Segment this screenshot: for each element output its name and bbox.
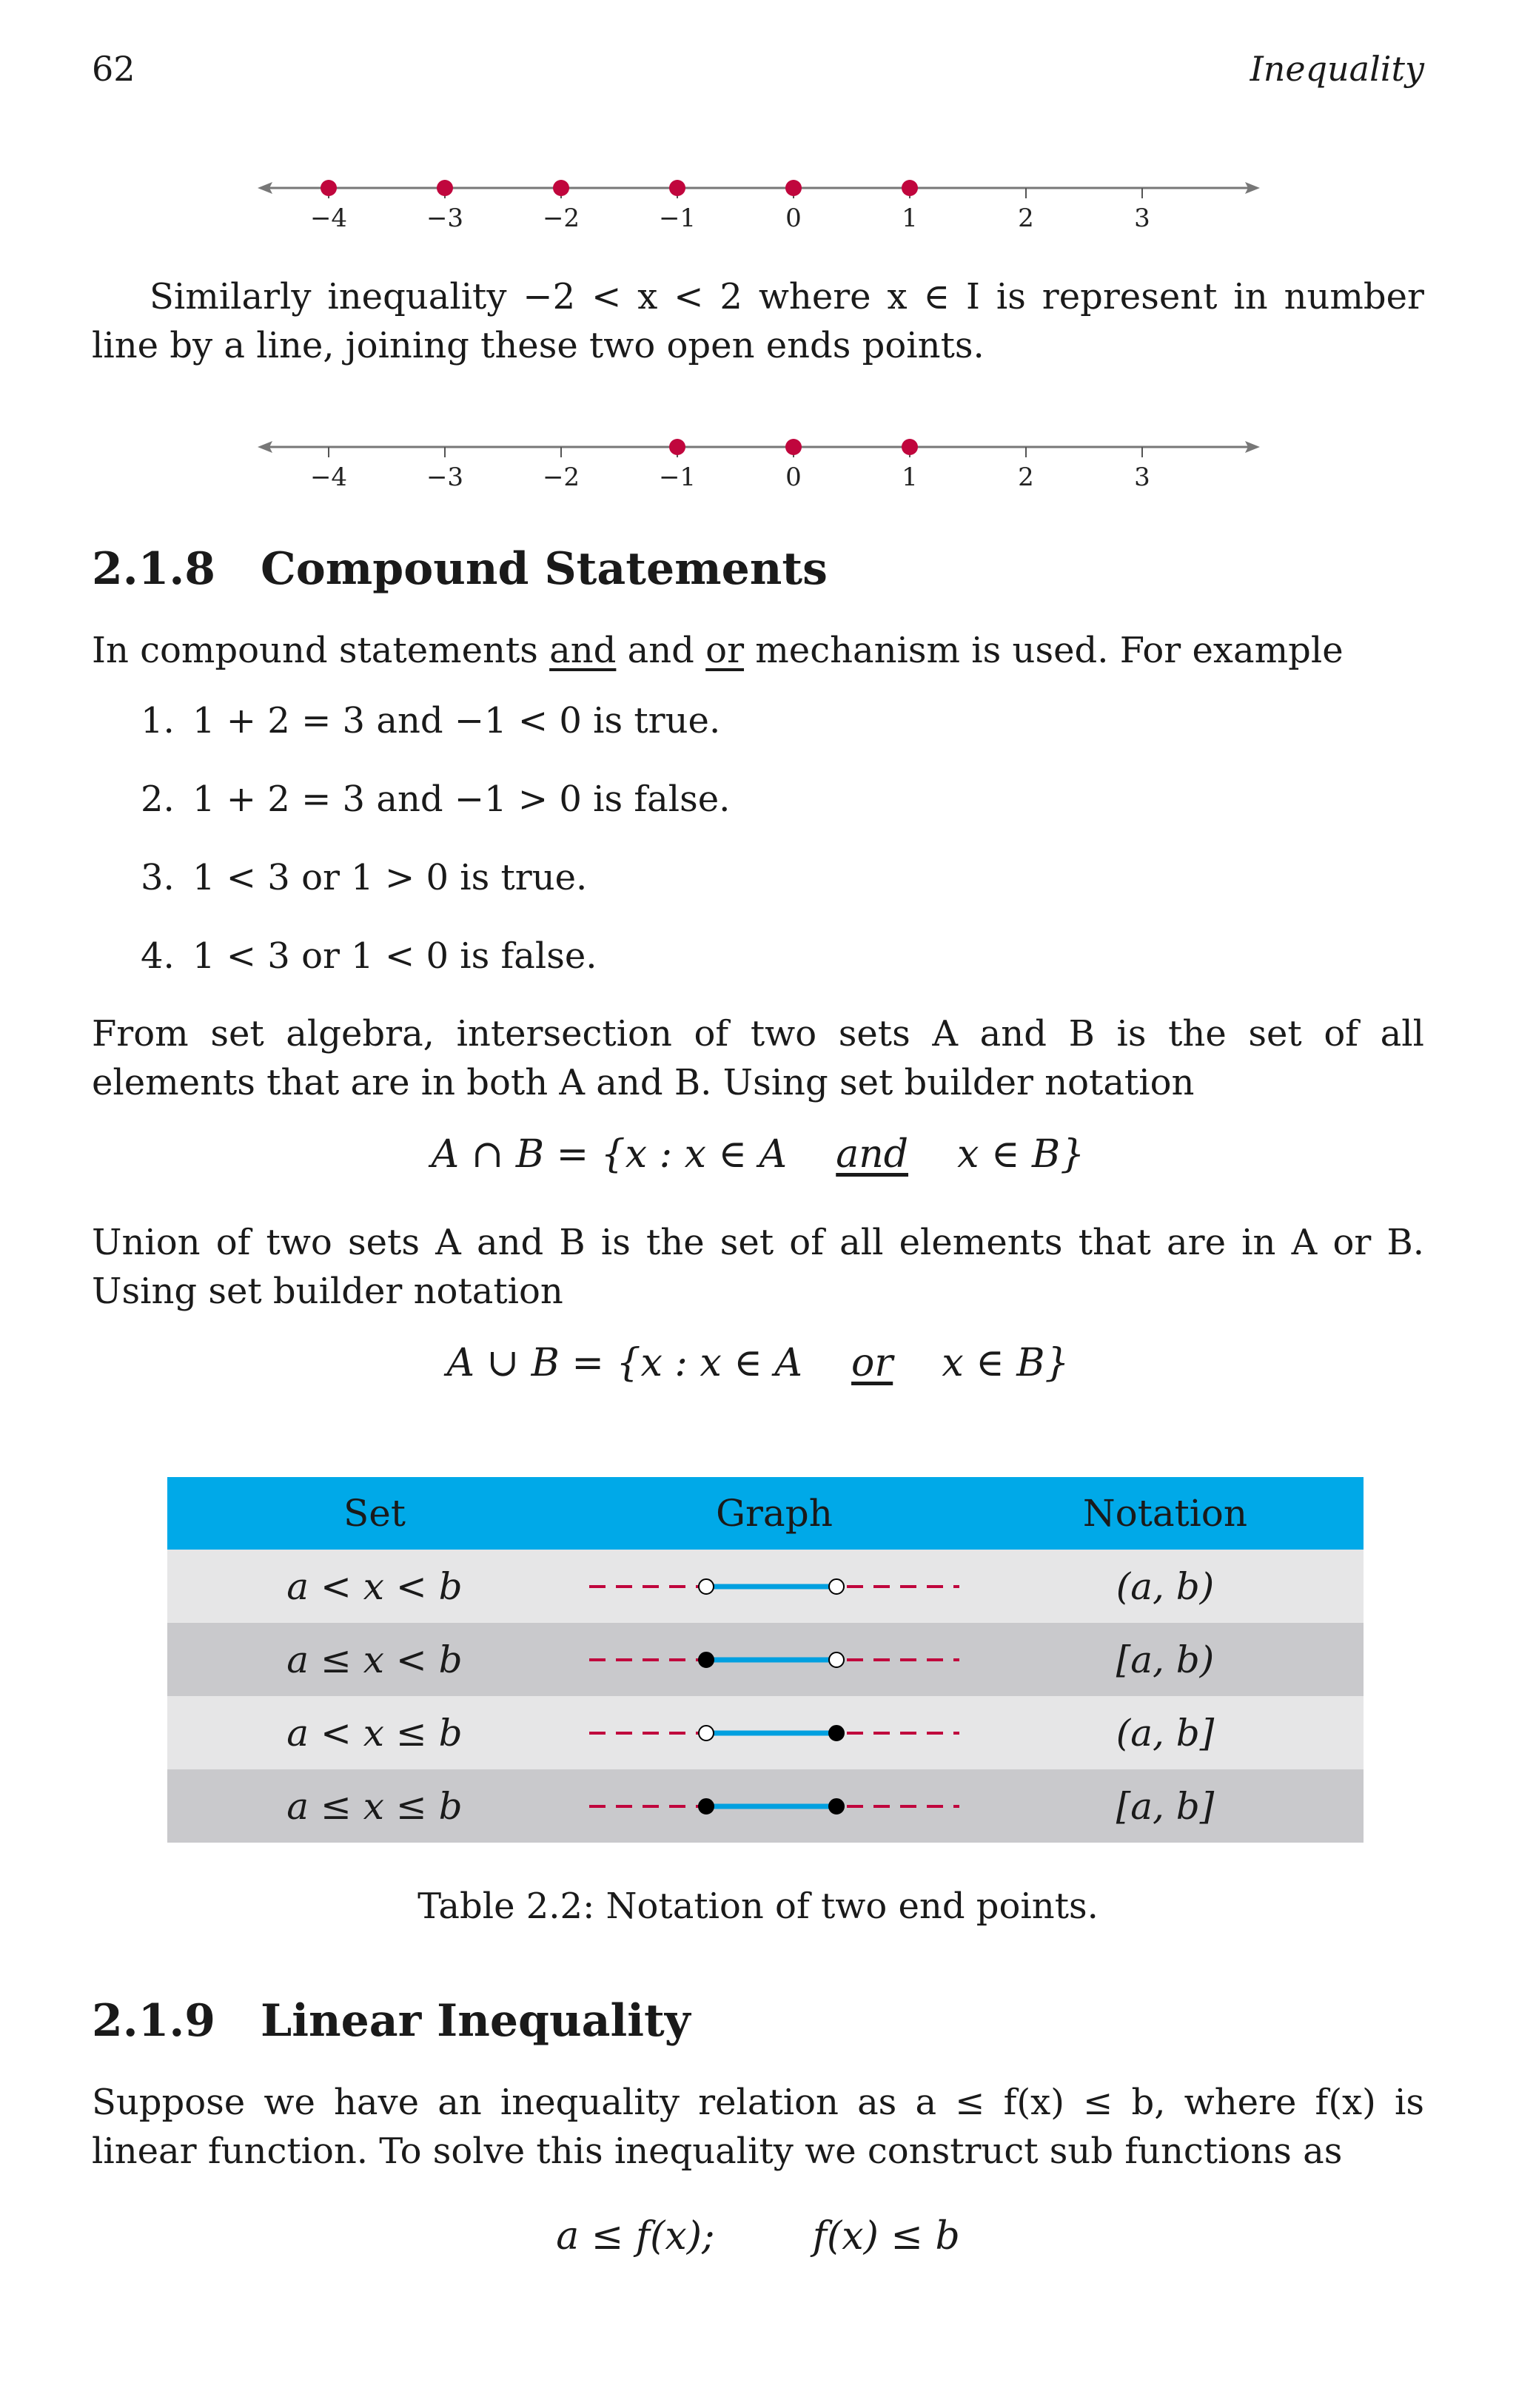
equation-sub-left: a ≤ f(x);	[556, 2214, 715, 2259]
table-row	[167, 1696, 1364, 1769]
interval-graph	[589, 1718, 959, 1748]
equation-intersection	[0, 1132, 1516, 1177]
intro-text-2: and	[616, 630, 706, 671]
closed-endpoint	[829, 1799, 844, 1814]
tick-label: 0	[785, 463, 802, 492]
closed-endpoint	[699, 1652, 714, 1667]
equation-union-word: or	[851, 1341, 893, 1385]
tick-label: 3	[1134, 463, 1150, 492]
list-item	[141, 857, 730, 935]
list-item-text: 1 < 3 or 1 > 0 is true.	[192, 857, 588, 898]
graph-cell	[582, 1718, 967, 1748]
underlined-or: or	[705, 630, 745, 671]
paragraph-linear-inequality: Suppose we have an inequality relation as a ≤ f(x) ≤ b, where f(x) is linear function. To solve this inequality we construct sub functions as	[92, 2082, 1424, 2172]
tick-label: −1	[658, 204, 697, 233]
tick-label: −4	[309, 463, 348, 492]
marked-point	[321, 180, 337, 196]
tick-label: 0	[785, 204, 802, 233]
interval-graph	[589, 1792, 959, 1821]
list-item-number: 3.	[141, 857, 175, 898]
tick-label: 1	[902, 204, 918, 233]
open-endpoint	[829, 1652, 844, 1667]
page-number: 62	[92, 49, 135, 89]
tick-label: 2	[1018, 463, 1034, 492]
marked-point	[669, 439, 685, 455]
marked-point	[437, 180, 453, 196]
section-heading-linear-inequality	[92, 1995, 691, 2047]
set-cell: a < x ≤ b	[286, 1711, 463, 1755]
section-title: Linear Inequality	[261, 1995, 691, 2047]
list-item-number: 4.	[141, 935, 175, 977]
paragraph-open-interval-text: Similarly inequality −2 < x < 2 where x ∈ I is represent in number line by a line, joining these two open ends points.	[92, 276, 1424, 366]
table-caption: Table 2.2: Notation of two end points.	[417, 1886, 1099, 1927]
number-line-1	[252, 169, 1273, 243]
tick-label: 3	[1134, 204, 1150, 233]
set-cell: a ≤ x ≤ b	[286, 1784, 463, 1828]
marked-point	[669, 180, 685, 196]
header-notation: Notation	[1082, 1492, 1248, 1535]
equation-union	[0, 1341, 1516, 1385]
list-item	[141, 778, 730, 857]
paragraph-union: Union of two sets A and B is the set of all elements that are in A or B. Using set builder notation	[92, 1222, 1424, 1312]
list-item-number: 1.	[141, 700, 175, 741]
interval-notation-table	[167, 1477, 1364, 1843]
list-item	[141, 700, 730, 778]
section-title: Compound Statements	[261, 543, 828, 595]
marked-point	[785, 439, 802, 455]
table-row	[167, 1550, 1364, 1623]
examples-list	[141, 700, 730, 1014]
graph-cell	[582, 1572, 967, 1601]
equation-sub-functions	[0, 2214, 1516, 2259]
compound-intro	[92, 626, 1424, 675]
intro-text-3: mechanism is used. For example	[744, 630, 1344, 671]
tick-label: −3	[426, 204, 464, 233]
running-header-title: Inequality	[1250, 49, 1424, 89]
header-set: Set	[343, 1492, 406, 1535]
open-endpoint	[829, 1579, 844, 1594]
notation-cell: [a, b)	[1116, 1638, 1215, 1681]
tick-label: −1	[658, 463, 697, 492]
tick-label: −2	[542, 463, 580, 492]
equation-intersection-word: and	[836, 1132, 909, 1177]
graph-cell	[582, 1645, 967, 1675]
tick-label: 1	[902, 463, 918, 492]
number-line-1-svg	[252, 169, 1273, 243]
equation-intersection-right: x ∈ B}	[957, 1132, 1085, 1177]
marked-point	[553, 180, 569, 196]
tick-label: −3	[426, 463, 464, 492]
paragraph-open-interval	[92, 272, 1424, 370]
section-number: 2.1.9	[92, 1995, 216, 2047]
equation-sub-right: f(x) ≤ b	[812, 2214, 960, 2259]
number-line-2	[252, 428, 1273, 502]
list-item-text: 1 + 2 = 3 and −1 < 0 is true.	[192, 700, 721, 741]
list-item-number: 2.	[141, 778, 175, 820]
tick-label: 2	[1018, 204, 1034, 233]
equation-union-left: A ∪ B = {x : x ∈ A	[446, 1341, 802, 1385]
list-item-text: 1 < 3 or 1 < 0 is false.	[192, 935, 597, 977]
notation-cell: (a, b]	[1116, 1711, 1215, 1755]
marked-point	[785, 180, 802, 196]
section-number: 2.1.8	[92, 543, 216, 595]
notation-cell: [a, b]	[1116, 1784, 1215, 1828]
notation-cell: (a, b)	[1116, 1564, 1215, 1608]
equation-intersection-left: A ∩ B = {x : x ∈ A	[431, 1132, 788, 1177]
table-row	[167, 1769, 1364, 1843]
equation-union-right: x ∈ B}	[942, 1341, 1070, 1385]
set-cell: a ≤ x < b	[286, 1638, 463, 1681]
underlined-and: and	[549, 630, 617, 671]
open-endpoint	[699, 1579, 714, 1594]
paragraph-intersection: From set algebra, intersection of two sets A and B is the set of all elements that are in both A and B. Using set builder notation	[92, 1013, 1424, 1103]
header-graph: Graph	[716, 1492, 833, 1535]
graph-cell	[582, 1792, 967, 1821]
section-heading-compound-statements	[92, 543, 828, 595]
intro-text-1: In compound statements	[92, 630, 550, 671]
marked-point	[902, 180, 918, 196]
interval-graph	[589, 1645, 959, 1675]
closed-endpoint	[829, 1726, 844, 1741]
marked-point	[902, 439, 918, 455]
number-line-2-svg	[252, 428, 1273, 502]
list-item	[141, 935, 730, 1014]
tick-label: −4	[309, 204, 348, 233]
table-header-row	[167, 1477, 1364, 1550]
header-graph-cell	[582, 1492, 967, 1535]
open-endpoint	[699, 1726, 714, 1741]
table-row	[167, 1623, 1364, 1696]
tick-label: −2	[542, 204, 580, 233]
list-item-text: 1 + 2 = 3 and −1 > 0 is false.	[192, 778, 731, 820]
closed-endpoint	[699, 1799, 714, 1814]
interval-graph	[589, 1572, 959, 1601]
set-cell: a < x < b	[286, 1564, 463, 1608]
